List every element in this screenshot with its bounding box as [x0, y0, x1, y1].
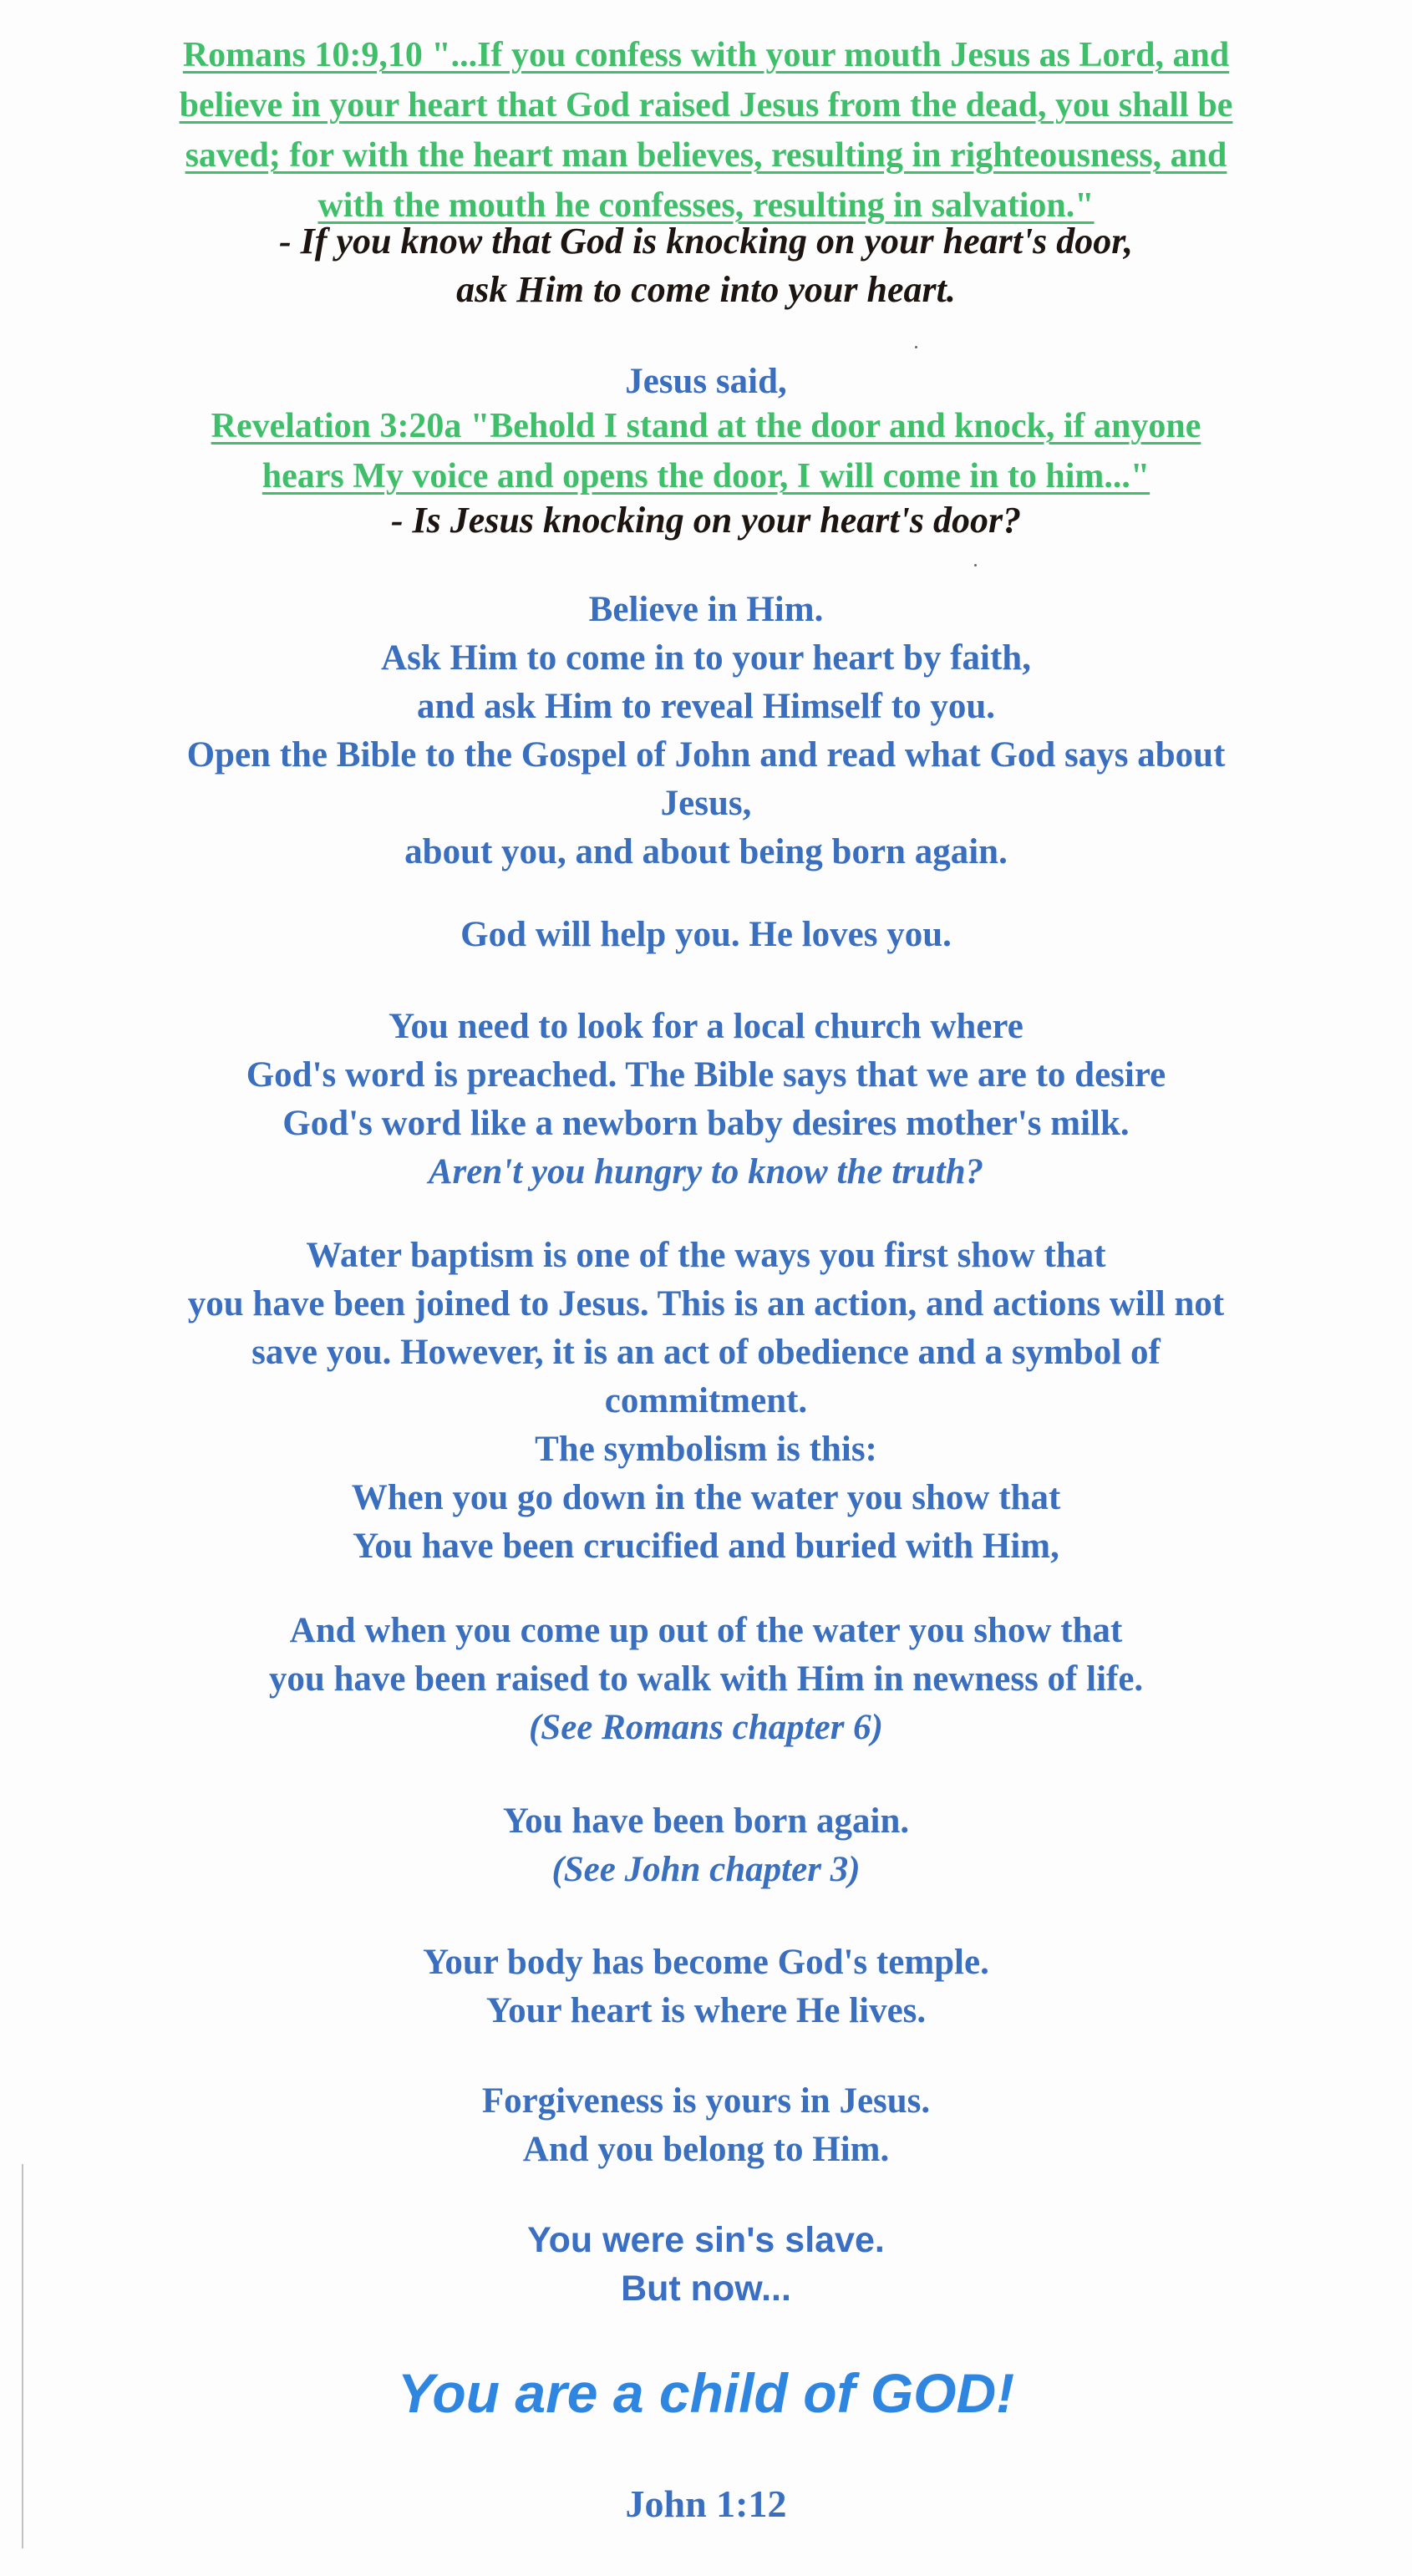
romans-10-verse — [0, 30, 1412, 231]
body-line: and ask Him to reveal Himself to you. — [417, 687, 995, 726]
verse-line: hears My voice and opens the door, I will come in to him..." — [262, 457, 1150, 495]
scripture-reference: (See Romans chapter 6) — [528, 1708, 884, 1747]
headline-text: You are a child of GOD! — [397, 2362, 1015, 2424]
jesus-said-text: Jesus said, — [625, 362, 787, 401]
body-line: God will help you. He loves you. — [460, 915, 952, 954]
prompt-line: - If you know that God is knocking on your heart's door, — [279, 221, 1133, 262]
body-line: Water baptism is one of the ways you first show that — [306, 1236, 1106, 1275]
reference-text: John 1:12 — [625, 2482, 787, 2525]
temple-section — [0, 1938, 1412, 2035]
body-line: You have been born again. — [502, 1801, 910, 1841]
body-line: Your body has become God's temple. — [423, 1943, 989, 1982]
raised-section — [0, 1607, 1412, 1752]
scan-speck — [974, 564, 977, 567]
scripture-reference: (See John chapter 3) — [551, 1850, 861, 1889]
church-question: Aren't you hungry to know the truth? — [428, 1152, 984, 1191]
jesus-said — [0, 358, 1412, 406]
verse-line: believe in your heart that God raised Jesus from the dead, you shall be — [179, 86, 1233, 124]
body-line: The symbolism is this: — [535, 1430, 877, 1469]
child-of-god-headline — [0, 2360, 1412, 2426]
prompt-line: ask Him to come into your heart. — [456, 269, 956, 310]
verse-line: Romans 10:9,10 "...If you confess with your mouth Jesus as Lord, and — [182, 36, 1230, 74]
body-line: Your heart is where He lives. — [485, 1991, 927, 2030]
body-line: God's word is preached. The Bible says that we are to desire — [246, 1055, 1166, 1095]
verse-line: with the mouth he confesses, resulting in salvation." — [317, 186, 1095, 225]
born-again-section — [0, 1797, 1412, 1894]
knock-prompt — [0, 217, 1412, 314]
body-line: about you, and about being born again. — [404, 832, 1008, 871]
body-line: Ask Him to come in to your heart by faith, — [381, 638, 1031, 678]
god-help — [0, 911, 1412, 959]
verse-line: Revelation 3:20a "Behold I stand at the door and knock, if anyone — [211, 407, 1201, 445]
church-section — [0, 1003, 1412, 1197]
scan-speck — [915, 346, 917, 348]
body-line: When you go down in the water you show that — [351, 1478, 1061, 1517]
body-line: you have been joined to Jesus. This is an action, and actions will not — [187, 1284, 1225, 1324]
body-line: commitment. — [604, 1381, 808, 1420]
verse-line: saved; for with the heart man believes, resulting in righteousness, and — [185, 136, 1227, 175]
baptism-section — [0, 1232, 1412, 1571]
believe-section — [0, 586, 1412, 876]
body-line: Believe in Him. — [588, 590, 824, 629]
revelation-verse — [0, 401, 1412, 501]
body-line: And you belong to Him. — [522, 2130, 890, 2169]
body-line: God's word like a newborn baby desires mother's milk. — [282, 1104, 1130, 1143]
body-line: Forgiveness is yours in Jesus. — [481, 2081, 931, 2121]
forgiveness-section — [0, 2077, 1412, 2174]
body-line: you have been raised to walk with Him in newness of life. — [268, 1659, 1144, 1699]
body-line: save you. However, it is an act of obedience and a symbol of — [251, 1333, 1161, 1372]
body-line: Jesus, — [660, 784, 752, 823]
body-line: You need to look for a local church where — [389, 1007, 1023, 1046]
body-line: But now... — [621, 2269, 791, 2309]
knocking-question — [0, 496, 1412, 545]
body-line: You have been crucified and buried with Him, — [353, 1527, 1059, 1566]
final-reference — [0, 2480, 1412, 2528]
slave-section — [0, 2216, 1412, 2313]
question-text: - Is Jesus knocking on your heart's door? — [390, 500, 1022, 541]
body-line: And when you come up out of the water you show that — [289, 1611, 1123, 1650]
body-line: Open the Bible to the Gospel of John and read what God says about — [186, 735, 1226, 775]
body-line: You were sin's slave. — [527, 2220, 885, 2260]
